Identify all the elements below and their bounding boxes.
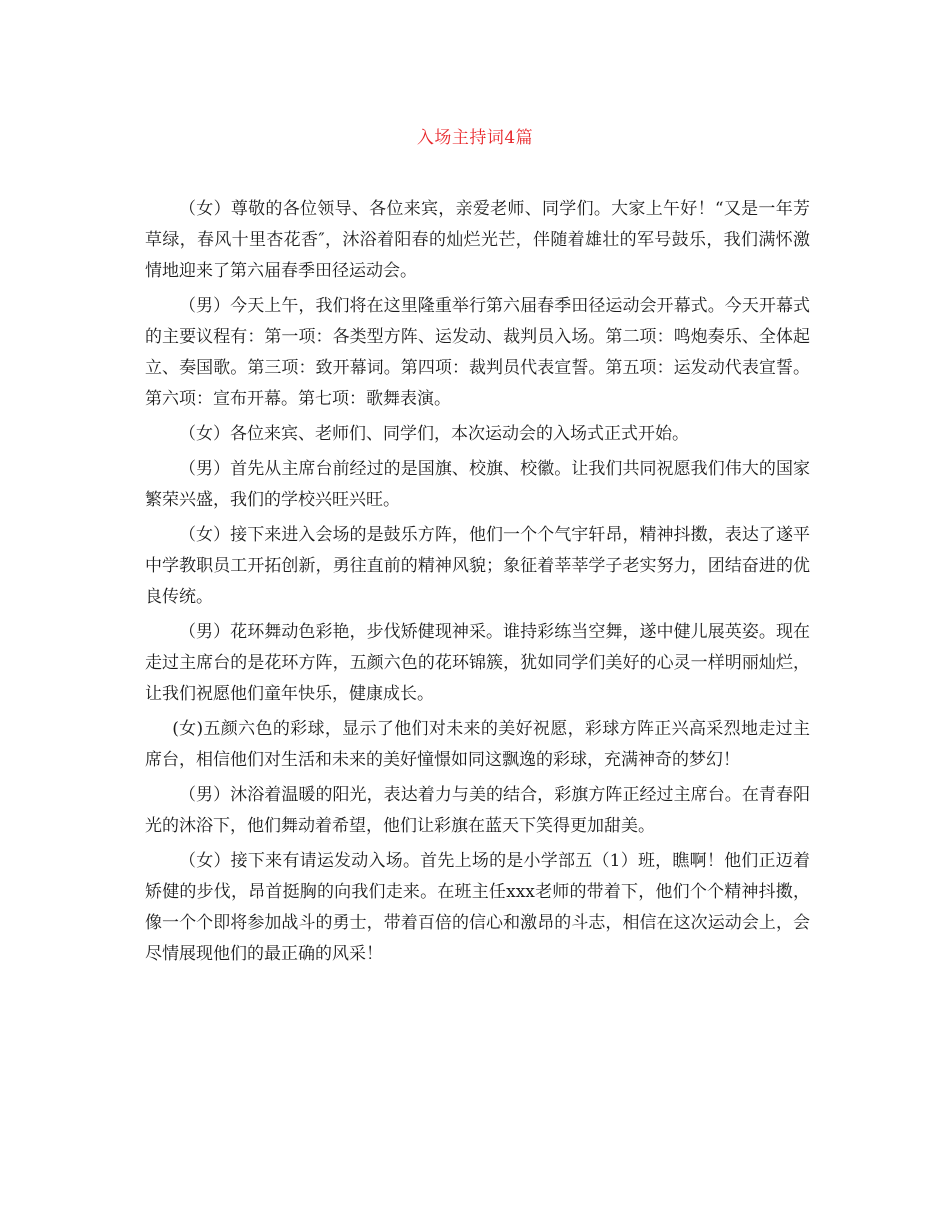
paragraph-4: （男）首先从主席台前经过的是国旗、校旗、校徽。让我们共同祝愿我们伟大的国家繁荣兴盛，我们的学校兴旺兴旺。 [145,459,810,510]
paragraph-8: （男）沐浴着温暖的阳光，表达着力与美的结合，彩旗方阵正经过主席台。在青春阳光的沐浴下，他们舞动着希望，他们让彩旗在蓝天下笑得更加甜美。 [145,785,810,836]
paragraph-3: （女）各位来宾、老师们、同学们，本次运动会的入场式正式开始。 [179,424,689,444]
paragraph-2: （男）今天上午，我们将在这里隆重举行第六届春季田径运动会开幕式。今天开幕式的主要议程有：第一项：各类型方阵、运发动、裁判员入场。第二项：鸣炮奏乐、全体起立、奏国歌。第三项：致开幕词。第四项：裁判员代表宣誓。第五项：运发动代表宣誓。第六项：宣布开幕。第七项：歌舞表演。 [145,296,810,409]
document-title: 入场主持词4篇 [416,128,534,148]
paragraph-9: （女）接下来有请运发动入场。首先上场的是小学部五（1）班，瞧啊！他们正迈着矫健的步伐，昂首挺胸的向我们走来。在班主任xxx老师的带着下，他们个个精神抖擞，像一个个即将参加战斗的勇士，带着百倍的信心和激昂的斗志，相信在这次运动会上，会尽情展现他们的最正确的风采！ [145,851,810,964]
paragraph-1: （女）尊敬的各位领导、各位来宾，亲爱老师、同学们。大家上午好！“又是一年芳草绿，春风十里杏花香″，沐浴着阳春的灿烂光芒，伴随着雄壮的军号鼓乐，我们满怀激情地迎来了第六届春季田径运动会。 [145,199,810,281]
paragraph-5: （女）接下来进入会场的是鼓乐方阵，他们一个个气宇轩昂，精神抖擞，表达了遂平中学教职员工开拓创新，勇往直前的精神风貌；象征着莘莘学子老实努力，团结奋进的优良传统。 [145,525,810,607]
document-body [145,194,810,974]
paragraph-6: （男）花环舞动色彩艳，步伐矫健现神采。谁持彩练当空舞，遂中健儿展英姿。现在走过主席台的是花环方阵，五颜六色的花环锦簇，犹如同学们美好的心灵一样明丽灿烂，让我们祝愿他们童年快乐，健康成长。 [145,622,810,704]
paragraph-7: (女)五颜六色的彩球，显示了他们对未来的美好祝愿，彩球方阵正兴高采烈地走过主席台，相信他们对生活和未来的美好憧憬如同这飘逸的彩球，充满神奇的梦幻！ [145,719,810,770]
